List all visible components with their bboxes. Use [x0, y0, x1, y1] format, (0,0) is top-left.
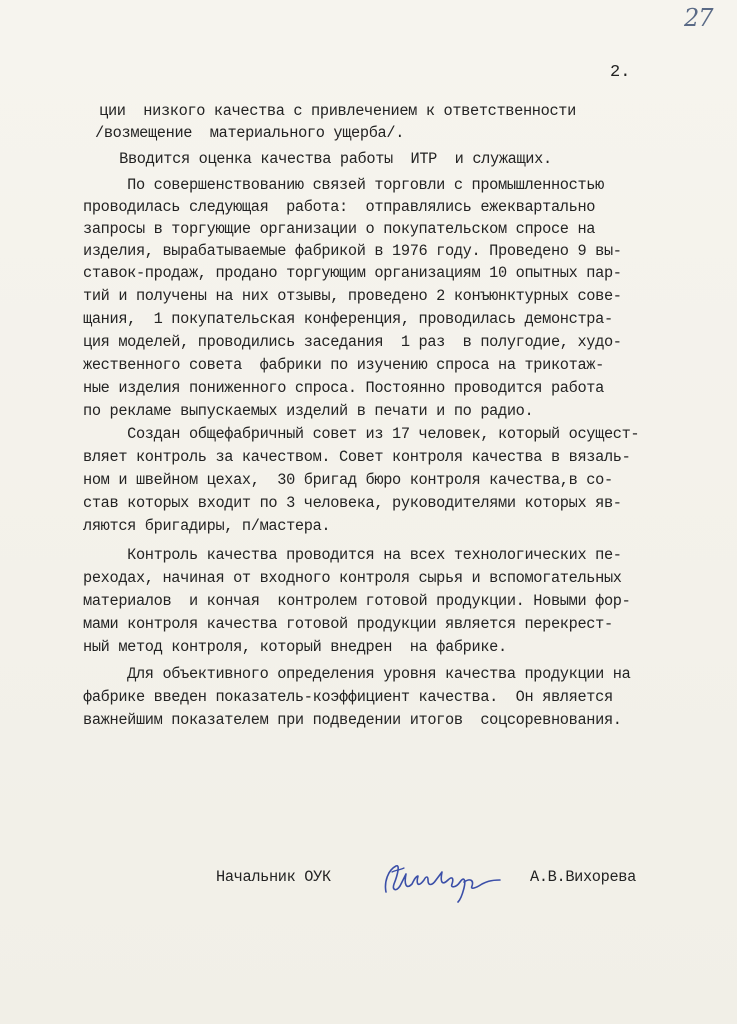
- text-line: изделия, вырабатываемые фабрикой в 1976 году. Проведено 9 вы-: [83, 242, 622, 260]
- text-line: ляются бригадиры, п/мастера.: [83, 517, 331, 535]
- text-line: по рекламе выпускаемых изделий в печати и по радио.: [83, 402, 534, 420]
- text-line: ставок-продаж, продано торгующим организациям 10 опытных пар-: [83, 264, 622, 282]
- archive-page-number: 27: [684, 4, 713, 32]
- page-number: 2.: [610, 63, 631, 82]
- signer-title: Начальник ОУК: [216, 868, 331, 886]
- signature-block: [0, 862, 737, 902]
- text-line: вляет контроль за качеством. Совет контроля качества в вязаль-: [83, 448, 631, 466]
- text-line: ция моделей, проводились заседания 1 раз в полугодие, худо-: [83, 333, 622, 351]
- text-line: проводилась следующая работа: отправлялись ежеквартально: [83, 198, 596, 216]
- text-line: фабрике введен показатель-коэффициент качества. Он является: [83, 688, 613, 706]
- text-line: запросы в торгующие организации о покупательском спросе на: [83, 220, 596, 238]
- text-line: ции низкого качества с привлечением к ответственности: [55, 102, 576, 120]
- text-line: По совершенствованию связей торговли с промышленностью: [83, 176, 604, 194]
- text-line: Создан общефабричный совет из 17 человек, который осущест-: [83, 425, 640, 443]
- text-line: Для объективного определения уровня качества продукции на: [83, 665, 631, 683]
- text-line: ный метод контроля, который внедрен на фабрике.: [83, 638, 507, 656]
- text-line: тий и получены на них отзывы, проведено 2 конъюнктурных сове-: [83, 287, 622, 305]
- text-line: Контроль качества проводится на всех технологических пе-: [83, 546, 622, 564]
- text-line: став которых входит по 3 человека, руководителями которых яв-: [83, 494, 622, 512]
- text-line: материалов и кончая контролем готовой продукции. Новыми фор-: [83, 592, 631, 610]
- text-line: реходах, начиная от входного контроля сырья и вспомогательных: [83, 569, 622, 587]
- signer-name: А.В.Вихорева: [530, 868, 636, 886]
- text-line: мами контроля качества готовой продукции является перекрест-: [83, 615, 613, 633]
- text-line: Вводится оценка качества работы ИТР и служащих.: [75, 150, 552, 168]
- text-line: ном и швейном цехах, 30 бригад бюро контроля качества,в со-: [83, 471, 613, 489]
- text-line: ные изделия пониженного спроса. Постоянно проводится работа: [83, 379, 604, 397]
- text-line: важнейшим показателем при подведении итогов соцсоревнования.: [83, 711, 622, 729]
- handwritten-signature: [378, 858, 504, 904]
- text-line: жественного совета фабрики по изучению спроса на трикотаж-: [83, 356, 604, 374]
- text-line: щания, 1 покупательская конференция, проводилась демонстра-: [83, 310, 613, 328]
- text-line: /возмещение материального ущерба/.: [95, 124, 405, 142]
